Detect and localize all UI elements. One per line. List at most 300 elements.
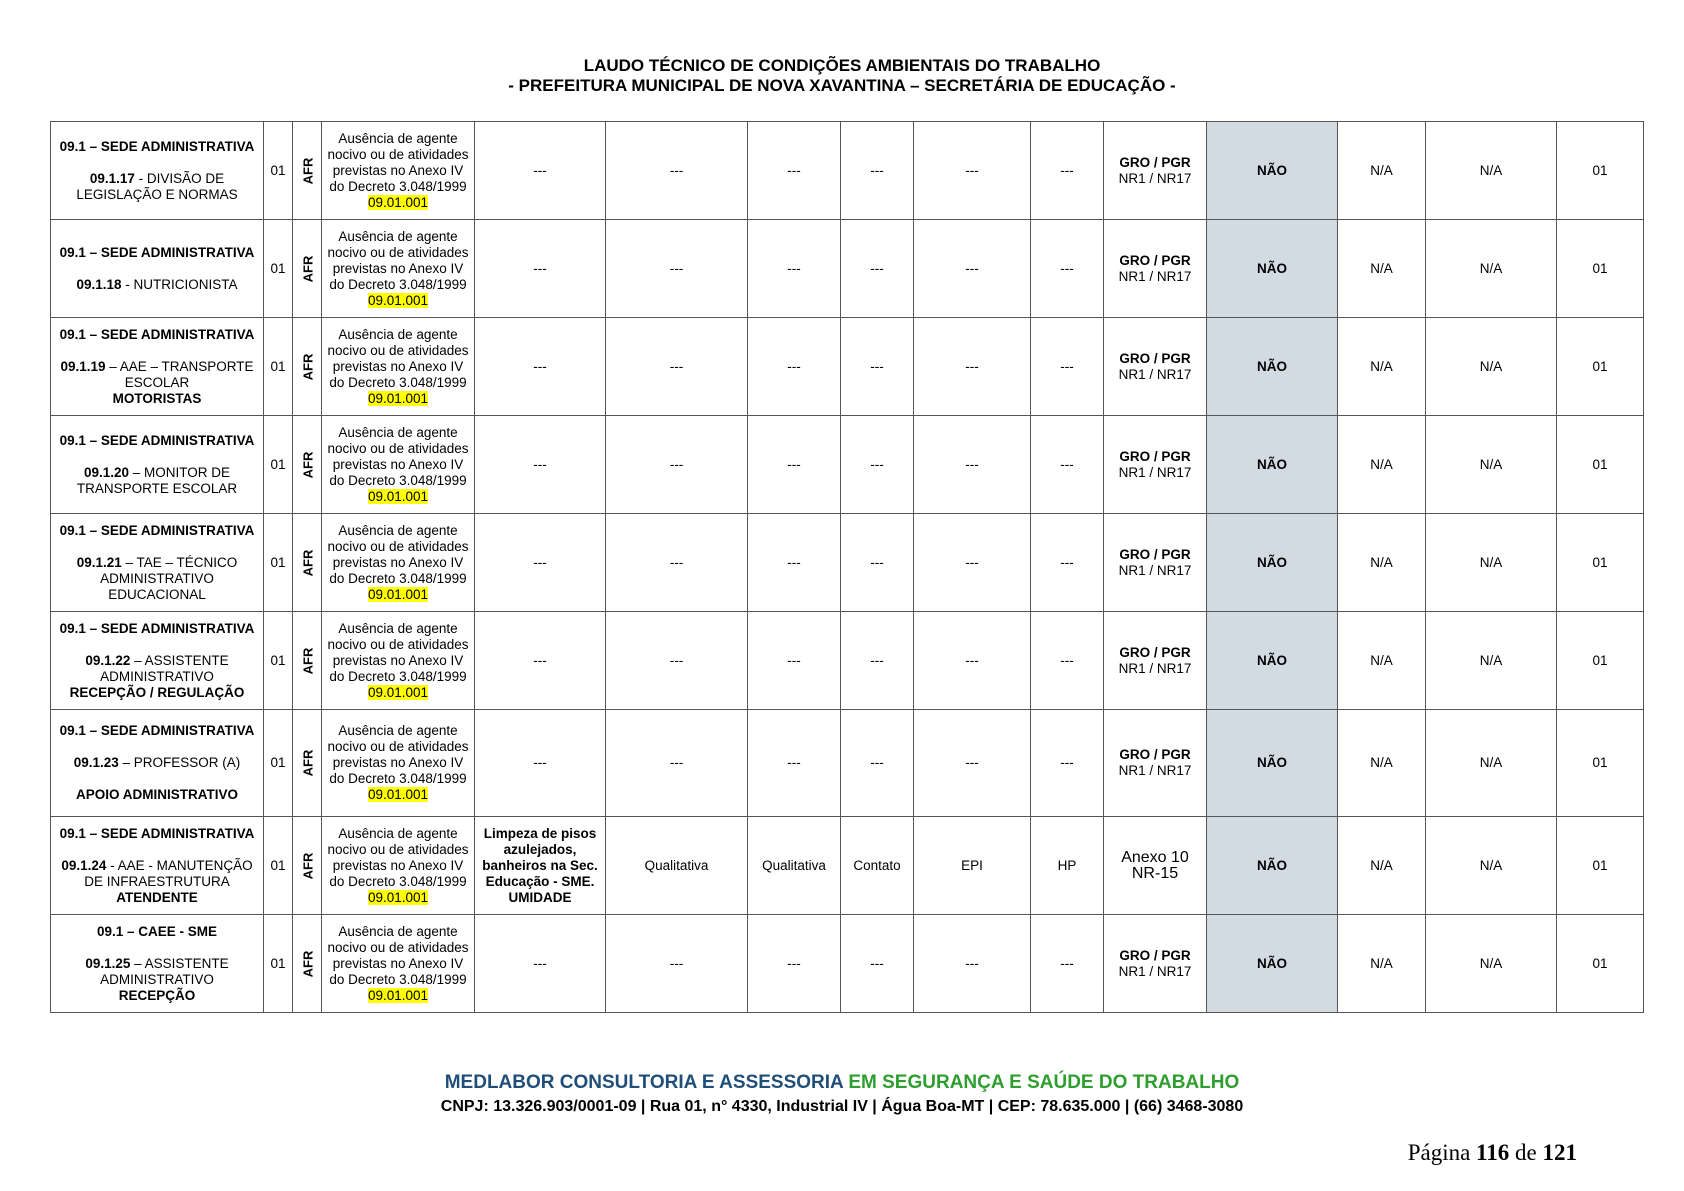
norm-annex: Anexo 10 (1121, 848, 1189, 866)
na-cell (1338, 915, 1426, 1013)
afr-cell (293, 318, 322, 416)
dash-cell (748, 710, 841, 817)
na-value: N/A (1479, 955, 1503, 971)
nao-cell (1207, 612, 1338, 710)
dash-cell (475, 122, 606, 220)
na-value: N/A (1479, 260, 1503, 276)
afr-cell (293, 122, 322, 220)
afr-cell (293, 220, 322, 318)
dash-value: --- (870, 260, 884, 276)
dash-value: --- (787, 162, 801, 178)
count-cell (1557, 817, 1644, 915)
na-value: N/A (1370, 955, 1393, 971)
nao-value: NÃO (1257, 955, 1287, 971)
agent-description: Ausência de agente nocivo ou de atividades previstas no Anexo IV do Decreto 3.048/1999 (327, 326, 469, 390)
dash-cell (475, 915, 606, 1013)
dash-value: --- (1060, 554, 1074, 570)
nao-value: NÃO (1257, 755, 1287, 770)
quantity-cell (264, 915, 293, 1013)
na-value: N/A (1370, 260, 1393, 276)
dash-cell (606, 416, 748, 514)
dash-value: --- (669, 652, 684, 668)
quantity-value: 01 (270, 260, 286, 276)
dash-value: --- (669, 456, 684, 472)
table-row (51, 817, 1644, 915)
na-cell (1338, 514, 1426, 612)
agent-code: 09.01.001 (367, 194, 429, 210)
role-name: – ASSISTENTE ADMINISTRATIVO (100, 652, 229, 684)
nao-cell (1207, 318, 1338, 416)
dash-value: --- (965, 162, 979, 178)
agent-description: Ausência de agente nocivo ou de atividades previstas no Anexo IV do Decreto 3.048/1999 (327, 620, 469, 684)
dash-cell (1031, 220, 1104, 318)
count-value: 01 (1592, 456, 1608, 472)
agent-code: 09.01.001 (367, 987, 429, 1003)
na-cell (1426, 514, 1557, 612)
afr-label: AFR (300, 353, 316, 380)
dash-value: --- (870, 955, 884, 971)
sector-name: 09.1 – SEDE ADMINISTRATIVA (59, 620, 255, 636)
dash-cell (606, 122, 748, 220)
protection-value: EPI (961, 857, 983, 873)
dash-cell (841, 318, 914, 416)
dash-value: --- (787, 456, 801, 472)
quantity-value: 01 (270, 955, 286, 971)
dash-value: --- (965, 260, 979, 276)
dash-cell (748, 122, 841, 220)
dash-cell (914, 318, 1031, 416)
footer-company-tagline: EM SEGURANÇA E SAÚDE DO TRABALHO (848, 1072, 1240, 1093)
gro-sub: NR1 / NR17 (1118, 464, 1192, 480)
nao-cell (1207, 220, 1338, 318)
afr-label: AFR (300, 647, 316, 674)
quantity-cell (264, 710, 293, 817)
na-cell (1338, 220, 1426, 318)
gro-title: GRO / PGR (1119, 448, 1191, 464)
dash-value: --- (870, 755, 884, 770)
quantity-cell (264, 122, 293, 220)
count-value: 01 (1592, 260, 1608, 276)
dash-cell (1031, 416, 1104, 514)
count-value: 01 (1592, 358, 1608, 374)
dash-cell (841, 710, 914, 817)
gro-cell (1104, 416, 1207, 514)
dash-value: --- (787, 955, 801, 971)
role-code: 09.1.21 (76, 554, 122, 570)
na-value: N/A (1370, 554, 1393, 570)
dash-value: --- (1060, 456, 1074, 472)
agent-description: Ausência de agente nocivo ou de atividades previstas no Anexo IV do Decreto 3.048/1999 (327, 228, 469, 292)
dash-value: --- (533, 358, 547, 374)
table-row (51, 612, 1644, 710)
count-value: 01 (1592, 652, 1608, 668)
role-detail: RECEPÇÃO / REGULAÇÃO (69, 684, 245, 700)
role-name: – MONITOR DE TRANSPORTE ESCOLAR (76, 464, 238, 496)
dash-cell (606, 612, 748, 710)
dash-cell (841, 915, 914, 1013)
nao-value: NÃO (1257, 456, 1287, 472)
protection-cell (914, 817, 1031, 915)
nao-cell (1207, 514, 1338, 612)
dash-cell (475, 416, 606, 514)
agent-code: 09.01.001 (367, 488, 429, 504)
quantity-cell (264, 612, 293, 710)
dash-cell (914, 122, 1031, 220)
dash-cell (606, 220, 748, 318)
agent-code: 09.01.001 (367, 787, 429, 802)
gro-title: GRO / PGR (1119, 644, 1191, 660)
dash-cell (475, 318, 606, 416)
count-cell (1557, 915, 1644, 1013)
count-value: 01 (1592, 955, 1608, 971)
na-cell (1338, 612, 1426, 710)
gro-cell (1104, 122, 1207, 220)
dash-value: --- (669, 755, 684, 770)
dash-value: --- (1060, 260, 1074, 276)
dash-value: --- (965, 456, 979, 472)
norm-nr: NR-15 (1131, 864, 1179, 882)
na-value: N/A (1370, 755, 1393, 770)
agent-code: 09.01.001 (367, 292, 429, 308)
eval-cell (748, 817, 841, 915)
footer-company-name: MEDLABOR CONSULTORIA E ASSESSORIA (444, 1072, 844, 1093)
na-value: N/A (1479, 456, 1503, 472)
quantity-cell (264, 416, 293, 514)
dash-cell (841, 612, 914, 710)
dash-cell (1031, 318, 1104, 416)
sector-name: 09.1 – SEDE ADMINISTRATIVA (59, 522, 255, 538)
dash-value: --- (787, 260, 801, 276)
dash-value: --- (870, 554, 884, 570)
afr-label: AFR (300, 950, 316, 977)
agent-cell (322, 416, 475, 514)
sector-cell (51, 612, 264, 710)
page-current: 116 (1476, 1140, 1510, 1165)
sector-cell (51, 710, 264, 817)
dash-cell (475, 612, 606, 710)
quantity-cell (264, 220, 293, 318)
sector-name: 09.1 – SEDE ADMINISTRATIVA (59, 244, 255, 260)
page-of: de (1515, 1140, 1537, 1165)
dash-value: --- (669, 162, 684, 178)
nao-cell (1207, 817, 1338, 915)
nao-value: NÃO (1257, 857, 1287, 873)
na-value: N/A (1370, 857, 1393, 873)
frequency-value: HP (1057, 857, 1077, 873)
afr-cell (293, 612, 322, 710)
na-cell (1338, 318, 1426, 416)
dash-value: --- (787, 652, 801, 668)
gro-title: GRO / PGR (1119, 350, 1191, 366)
role-name: – PROFESSOR (A) (122, 755, 241, 770)
dash-cell (748, 514, 841, 612)
dash-value: --- (1060, 358, 1074, 374)
na-value: N/A (1479, 554, 1503, 570)
dash-value: --- (965, 755, 979, 770)
risk-description: Limpeza de pisos azulejados, banheiros na Sec. Educação - SME. UMIDADE (482, 825, 598, 905)
dash-cell (914, 915, 1031, 1013)
sector-name: 09.1 – SEDE ADMINISTRATIVA (59, 432, 255, 448)
role-name: - NUTRICIONISTA (125, 276, 238, 292)
count-value: 01 (1592, 857, 1608, 873)
dash-value: --- (870, 358, 884, 374)
na-cell (1338, 710, 1426, 817)
dash-cell (914, 514, 1031, 612)
count-cell (1557, 122, 1644, 220)
gro-title: GRO / PGR (1119, 154, 1191, 170)
role-detail: ATENDENTE (116, 889, 198, 905)
dash-cell (1031, 612, 1104, 710)
dash-value: --- (533, 260, 547, 276)
afr-cell (293, 915, 322, 1013)
role-code: 09.1.22 (85, 652, 131, 668)
dash-value: --- (870, 162, 884, 178)
nao-value: NÃO (1257, 554, 1287, 570)
eval-value: Qualitativa (762, 857, 826, 873)
afr-label: AFR (300, 451, 316, 478)
header-subtitle: - PREFEITURA MUNICIPAL DE NOVA XAVANTINA – SECRETÁRIA DE EDUCAÇÃO - (508, 76, 1176, 95)
dash-value: --- (1060, 755, 1074, 770)
nao-value: NÃO (1257, 358, 1287, 374)
sector-name: 09.1 – SEDE ADMINISTRATIVA (59, 138, 255, 154)
role-code: 09.1.23 (73, 755, 119, 770)
agent-description: Ausência de agente nocivo ou de atividades previstas no Anexo IV do Decreto 3.048/1999 (327, 923, 469, 987)
na-cell (1426, 710, 1557, 817)
afr-label: AFR (300, 749, 316, 777)
na-cell (1426, 318, 1557, 416)
count-value: 01 (1592, 755, 1608, 770)
na-value: N/A (1370, 652, 1393, 668)
count-value: 01 (1592, 162, 1608, 178)
table-row (51, 915, 1644, 1013)
gro-cell (1104, 220, 1207, 318)
agent-cell (322, 817, 475, 915)
table-row (51, 220, 1644, 318)
agent-cell (322, 915, 475, 1013)
count-value: 01 (1592, 554, 1608, 570)
agent-cell (322, 514, 475, 612)
count-cell (1557, 416, 1644, 514)
agent-description: Ausência de agente nocivo ou de atividades previstas no Anexo IV do Decreto 3.048/1999 (327, 723, 469, 786)
nao-cell (1207, 710, 1338, 817)
dash-cell (748, 612, 841, 710)
table-row (51, 122, 1644, 220)
afr-label: AFR (300, 852, 316, 879)
dash-value: --- (787, 554, 801, 570)
dash-value: --- (533, 955, 547, 971)
dash-value: --- (533, 652, 547, 668)
table-row (51, 710, 1644, 817)
dash-cell (606, 915, 748, 1013)
na-value: N/A (1479, 652, 1503, 668)
gro-cell (1104, 318, 1207, 416)
dash-cell (748, 318, 841, 416)
dash-cell (841, 416, 914, 514)
dash-cell (606, 514, 748, 612)
afr-label: AFR (300, 255, 316, 282)
sector-name: 09.1 – CAEE - SME (96, 923, 218, 939)
dash-cell (606, 710, 748, 817)
dash-cell (748, 915, 841, 1013)
footer-company (0, 1072, 1684, 1094)
quantity-value: 01 (270, 652, 286, 668)
dash-cell (748, 416, 841, 514)
dash-value: --- (669, 260, 684, 276)
quantity-cell (264, 318, 293, 416)
gro-sub: NR1 / NR17 (1118, 763, 1192, 778)
agent-description: Ausência de agente nocivo ou de atividades previstas no Anexo IV do Decreto 3.048/1999 (327, 522, 469, 586)
dash-value: --- (787, 358, 801, 374)
dash-cell (1031, 514, 1104, 612)
afr-label: AFR (300, 549, 316, 576)
dash-value: --- (533, 755, 547, 770)
exposure-cell (841, 817, 914, 915)
na-cell (1426, 612, 1557, 710)
table-row (51, 514, 1644, 612)
na-cell (1338, 416, 1426, 514)
header-title: LAUDO TÉCNICO DE CONDIÇÕES AMBIENTAIS DO TRABALHO (583, 56, 1101, 75)
nao-cell (1207, 915, 1338, 1013)
gro-title: GRO / PGR (1119, 947, 1191, 963)
dash-value: --- (533, 554, 547, 570)
role-name: - AAE - MANUTENÇÃO DE INFRAESTRUTURA (84, 857, 253, 889)
norm-cell (1104, 817, 1207, 915)
gro-sub: NR1 / NR17 (1118, 660, 1192, 676)
afr-label: AFR (300, 157, 316, 184)
nao-value: NÃO (1257, 260, 1287, 276)
dash-cell (914, 220, 1031, 318)
role-name: – ASSISTENTE ADMINISTRATIVO (100, 955, 229, 987)
agent-cell (322, 122, 475, 220)
dash-cell (841, 122, 914, 220)
dash-cell (841, 220, 914, 318)
na-cell (1426, 220, 1557, 318)
dash-value: --- (870, 456, 884, 472)
sector-name: 09.1 – SEDE ADMINISTRATIVA (59, 326, 255, 342)
role-name: - DIVISÃO DE LEGISLAÇÃO E NORMAS (76, 170, 238, 202)
quantity-value: 01 (270, 857, 286, 873)
gro-sub: NR1 / NR17 (1118, 268, 1192, 284)
na-cell (1426, 817, 1557, 915)
exposure-value: Contato (853, 857, 901, 873)
dash-value: --- (965, 358, 979, 374)
page-label: Página (1407, 1140, 1471, 1165)
count-cell (1557, 710, 1644, 817)
dash-value: --- (533, 162, 547, 178)
agent-description: Ausência de agente nocivo ou de atividades previstas no Anexo IV do Decreto 3.048/1999 (327, 424, 469, 488)
role-code: 09.1.18 (76, 276, 122, 292)
na-value: N/A (1479, 755, 1503, 770)
gro-title: GRO / PGR (1119, 546, 1191, 562)
dash-value: --- (965, 554, 979, 570)
gro-sub: NR1 / NR17 (1118, 963, 1192, 979)
frequency-cell (1031, 817, 1104, 915)
dash-value: --- (870, 652, 884, 668)
risk-cell (475, 817, 606, 915)
na-value: N/A (1370, 358, 1393, 374)
quantity-value: 01 (270, 456, 286, 472)
page-total: 121 (1542, 1140, 1577, 1165)
agent-cell (322, 612, 475, 710)
gro-sub: NR1 / NR17 (1118, 170, 1192, 186)
dash-value: --- (965, 955, 979, 971)
gro-sub: NR1 / NR17 (1118, 562, 1192, 578)
afr-cell (293, 416, 322, 514)
agent-cell (322, 318, 475, 416)
dash-cell (841, 514, 914, 612)
dash-value: --- (669, 955, 684, 971)
agent-code: 09.01.001 (367, 586, 429, 602)
dash-cell (1031, 122, 1104, 220)
dash-cell (606, 318, 748, 416)
sector-name: 09.1 – SEDE ADMINISTRATIVA (59, 825, 255, 841)
gro-sub: NR1 / NR17 (1118, 366, 1192, 382)
afr-cell (293, 514, 322, 612)
quantity-cell (264, 514, 293, 612)
sector-cell (51, 817, 264, 915)
na-cell (1426, 122, 1557, 220)
gro-cell (1104, 612, 1207, 710)
nao-cell (1207, 122, 1338, 220)
agent-code: 09.01.001 (367, 889, 429, 905)
agent-code: 09.01.001 (367, 684, 429, 700)
agent-description: Ausência de agente nocivo ou de atividades previstas no Anexo IV do Decreto 3.048/1999 (327, 825, 469, 889)
table-row (51, 318, 1644, 416)
page-number (1408, 1140, 1577, 1166)
role-code: 09.1.19 (60, 358, 106, 374)
sector-name: 09.1 – SEDE ADMINISTRATIVA (59, 723, 255, 738)
na-value: N/A (1479, 857, 1503, 873)
quantity-cell (264, 817, 293, 915)
dash-cell (475, 710, 606, 817)
count-cell (1557, 220, 1644, 318)
dash-value: --- (1060, 955, 1074, 971)
dash-cell (914, 612, 1031, 710)
dash-value: --- (669, 358, 684, 374)
na-value: N/A (1370, 162, 1393, 178)
gro-cell (1104, 514, 1207, 612)
document-header (0, 56, 1684, 96)
nao-value: NÃO (1257, 652, 1287, 668)
role-code: 09.1.25 (85, 955, 131, 971)
count-cell (1557, 514, 1644, 612)
sector-cell (51, 915, 264, 1013)
sector-cell (51, 416, 264, 514)
role-code: 09.1.17 (89, 170, 135, 186)
role-detail: RECEPÇÃO (118, 987, 196, 1003)
nao-value: NÃO (1257, 162, 1287, 178)
gro-title: GRO / PGR (1119, 747, 1191, 762)
role-name: – TAE – TÉCNICO ADMINISTRATIVO EDUCACIONAL (100, 554, 238, 602)
na-cell (1426, 915, 1557, 1013)
count-cell (1557, 318, 1644, 416)
table-row (51, 416, 1644, 514)
role-name: – AAE – TRANSPORTE ESCOLAR (109, 358, 254, 390)
na-cell (1338, 122, 1426, 220)
agent-cell (322, 220, 475, 318)
quantity-value: 01 (270, 554, 286, 570)
dash-cell (748, 220, 841, 318)
sector-cell (51, 122, 264, 220)
gro-cell (1104, 710, 1207, 817)
role-code: 09.1.24 (61, 857, 107, 873)
na-value: N/A (1370, 456, 1393, 472)
eval-cell (606, 817, 748, 915)
eval-value: Qualitativa (644, 857, 709, 873)
dash-value: --- (965, 652, 979, 668)
dash-value: --- (1060, 162, 1074, 178)
na-cell (1426, 416, 1557, 514)
